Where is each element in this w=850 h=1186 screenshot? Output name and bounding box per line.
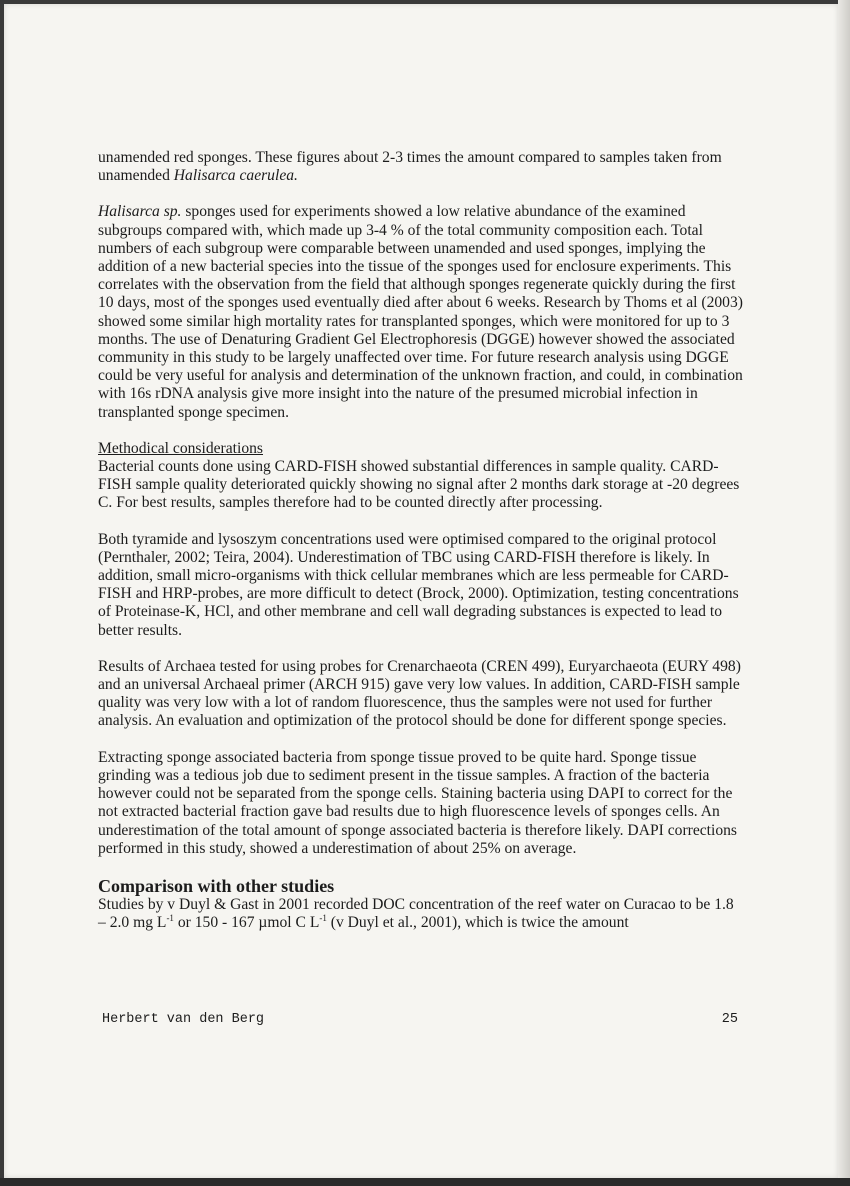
page-edge-right bbox=[838, 0, 850, 1186]
methodical-considerations-heading bbox=[98, 440, 744, 458]
paragraph-tyramide: Both tyramide and lysoszym concentrations used were optimised compared to the original protocol (Pernthaler, 2002; Teira, 2004). Underestimation of TBC using CARD-FISH therefore is likely. In addition, small micro-organisms with thick cellular membranes which are less permeable for CARD-FISH and HRP-probes, are more difficult to detect (Brock, 2000). Optimization, testing concentrations of Proteinase-K, HCl, and other membrane and cell wall degrading substances is expected to lead to better results. bbox=[98, 530, 739, 639]
comparison-heading: Comparison with other studies bbox=[98, 875, 335, 896]
paragraph-text: or 150 - 167 µmol C L bbox=[173, 914, 320, 932]
paragraph-extraction: Extracting sponge associated bacteria from sponge tissue proved to be quite hard. Sponge tissue grinding was a tedious job due to sediment present in the tissue samples. A fraction of the bacteria however could not be separated from the sponge cells. Staining bacteria using DAPI to correct for the not extracted bacterial fraction gave bad results due to high fluorescence levels of sponges cells. An underestimation of the total amount of sponge associated bacteria is therefore likely. DAPI corrections performed in this study, showed a underestimation of about 25% on average. bbox=[98, 748, 737, 857]
body-text bbox=[98, 149, 744, 932]
paragraph-text: Studies by v Duyl & Gast in 2001 recorded DOC concentration of the reef water on Curacao to be 1.8 – 2.0 mg L bbox=[98, 895, 734, 932]
species-name: Halisarca caerulea. bbox=[173, 167, 298, 185]
superscript: -1 bbox=[166, 912, 174, 923]
paragraph-card-fish-quality: Bacterial counts done using CARD-FISH showed substantial differences in sample quality. CARD-FISH sample quality deteriorated quickly showing no signal after 2 months dark storage at -20 degrees C. For best results, samples therefore had to be counted directly after processing. bbox=[98, 458, 740, 512]
page-footer bbox=[102, 1012, 738, 1027]
page-number: 25 bbox=[721, 1012, 738, 1027]
species-name: Halisarca sp. bbox=[98, 203, 182, 221]
paragraph-unamended-sponges bbox=[98, 149, 744, 185]
paragraph-archaea: Results of Archaea tested for using probes for Crenarchaeota (CREN 499), Euryarchaeota (EURY 498) and an universal Archaeal primer (ARCH 915) gave very low values. In addition, CARD-FISH sample quality was very low with a lot of random fluorescence, thus the samples were not used for further analysis. An evaluation and optimization of the protocol should be done for different sponge species. bbox=[98, 657, 741, 730]
subheading: Methodical considerations bbox=[98, 439, 263, 457]
paragraph-text: sponges used for experiments showed a low relative abundance of the examined subgroups compared with, which made up 3-4 % of the total community composition each. Total numbers of each subgroup were comparable between unamended and used sponges, implying the addition of a new bacterial species into the tissue of the sponges used for enclosure experiments. This correlates with the observation from the field that although sponges regenerate quickly during the first 10 days, most of the sponges used eventually died after about 6 weeks. Research by Thoms et al (2003) showed some similar high mortality rates for transplanted sponges, which were monitored for up to 3 months. The use of Denaturing Gradient Gel Electrophoresis (DGGE) however showed the associated community in this study to be largely unaffected over time. For future research analysis using DGGE could be very useful for analysis and determination of the unknown fraction, and could, in combination with 16s rDNA analysis give more insight into the nature of the presumed microbial infection in transplanted sponge specimen. bbox=[98, 203, 743, 421]
superscript: -1 bbox=[319, 912, 327, 923]
footer-author: Herbert van den Berg bbox=[102, 1012, 265, 1027]
paragraph-halisarca bbox=[98, 203, 744, 421]
paragraph-comparison bbox=[98, 896, 744, 932]
paragraph-text: unamended red sponges. These figures about 2-3 times the amount compared to samples taken from unamended bbox=[98, 149, 722, 185]
page-edge-bottom bbox=[0, 1178, 850, 1186]
paragraph-text: (v Duyl et al., 2001), which is twice the amount bbox=[326, 914, 629, 932]
